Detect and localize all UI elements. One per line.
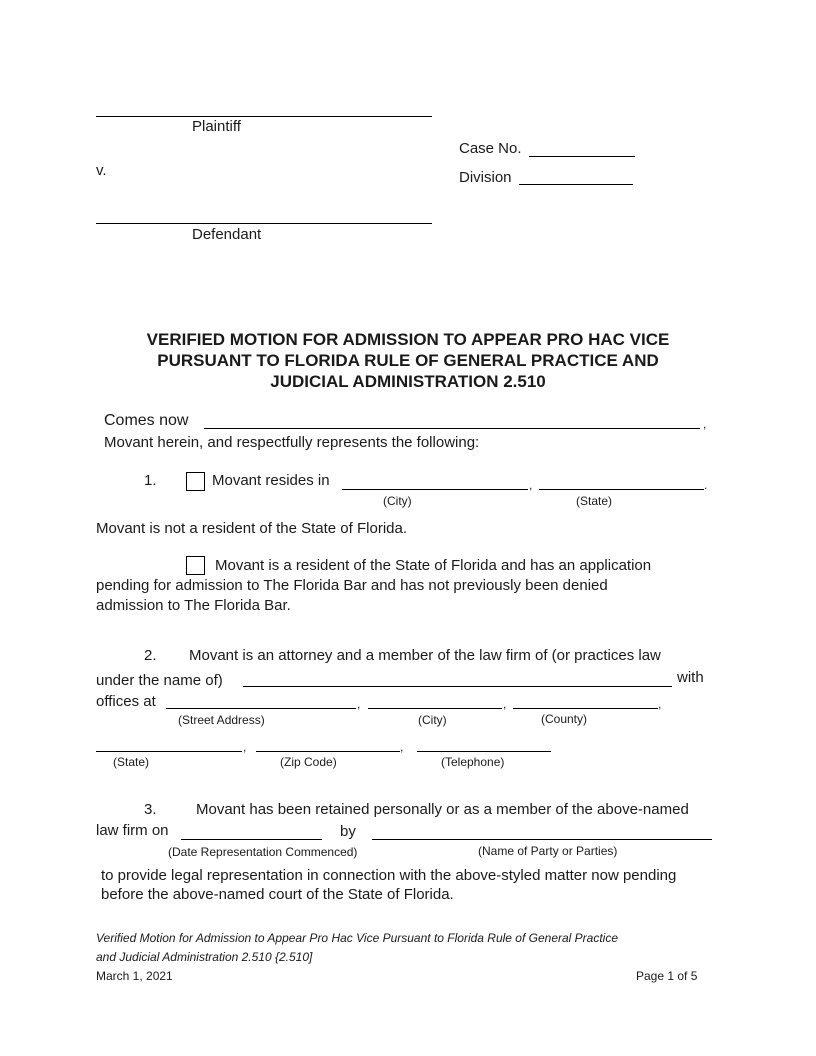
case-no-label: Case No. <box>459 140 522 157</box>
office-comma-5: , <box>400 740 404 754</box>
non-resident-checkbox[interactable] <box>186 472 205 491</box>
office-state-caption: (State) <box>113 755 150 769</box>
residence-period: . <box>704 478 708 492</box>
office-street-field[interactable] <box>166 708 356 709</box>
office-city-field[interactable] <box>368 708 502 709</box>
item-3-text-line-3: to provide legal representation in connection with the above-styled matter now pending <box>101 867 677 884</box>
division-label: Division <box>459 169 512 186</box>
office-comma-2: , <box>503 697 507 711</box>
item-3-number: 3. <box>144 801 157 818</box>
zip-code-caption: (Zip Code) <box>280 755 337 769</box>
office-telephone-field[interactable] <box>417 751 551 752</box>
item-3-text-line-1: Movant has been retained personally or as a member of the above-named <box>196 801 689 818</box>
intro-comma: , <box>703 417 707 431</box>
office-comma-4: , <box>243 740 247 754</box>
law-firm-on-label: law firm on <box>96 822 169 839</box>
movant-herein-text: Movant herein, and respectfully represents the following: <box>104 434 480 451</box>
document-title-line-1: VERIFIED MOTION FOR ADMISSION TO APPEAR PRO HAC VICE <box>146 330 670 349</box>
county-caption: (County) <box>541 712 588 726</box>
with-label: with <box>677 669 704 686</box>
document-title-line-2: PURSUANT TO FLORIDA RULE OF GENERAL PRACTICE AND <box>157 351 659 370</box>
street-address-caption: (Street Address) <box>178 713 265 727</box>
telephone-caption: (Telephone) <box>441 755 505 769</box>
office-comma-3: , <box>658 697 662 711</box>
item-2-number: 2. <box>144 647 157 664</box>
date-commenced-caption: (Date Representation Commenced) <box>168 845 358 859</box>
residence-comma: , <box>529 478 533 492</box>
footer-date: March 1, 2021 <box>96 969 173 983</box>
state-caption: (State) <box>576 494 613 508</box>
case-no-field[interactable] <box>529 156 635 157</box>
document-title-line-3: JUDICIAL ADMINISTRATION 2.510 <box>270 372 546 391</box>
by-label: by <box>340 823 356 840</box>
resident-text-line-3: admission to The Florida Bar. <box>96 597 291 614</box>
footer-form-title-line-2: and Judicial Administration 2.510 {2.510] <box>96 950 313 964</box>
party-name-field[interactable] <box>372 839 712 840</box>
footer-page-number: Page 1 of 5 <box>636 969 698 983</box>
item-3-text-line-4: before the above-named court of the State of Florida. <box>101 886 454 903</box>
representation-date-field[interactable] <box>181 839 322 840</box>
plaintiff-name-line[interactable] <box>96 116 432 117</box>
defendant-label: Defendant <box>192 226 262 243</box>
office-state-field[interactable] <box>96 751 242 752</box>
plaintiff-label: Plaintiff <box>192 118 241 135</box>
office-comma-1: , <box>357 697 361 711</box>
item-1-number: 1. <box>144 472 157 489</box>
florida-resident-checkbox[interactable] <box>186 556 205 575</box>
comes-now-label: Comes now <box>104 412 189 429</box>
law-firm-name-field[interactable] <box>243 686 672 687</box>
movant-name-field[interactable] <box>204 428 700 429</box>
office-zip-field[interactable] <box>256 751 400 752</box>
not-resident-text: Movant is not a resident of the State of Florida. <box>96 520 408 537</box>
party-name-caption: (Name of Party or Parties) <box>478 844 618 858</box>
resident-text-line-1: Movant is a resident of the State of Florida and has an application <box>215 557 652 574</box>
defendant-name-line[interactable] <box>96 223 432 224</box>
resides-in-label: Movant resides in <box>212 472 330 489</box>
versus-label: v. <box>96 162 107 179</box>
under-the-name-label: under the name of) <box>96 672 223 689</box>
division-field[interactable] <box>519 184 633 185</box>
resident-text-line-2: pending for admission to The Florida Bar and has not previously been denied <box>96 577 608 594</box>
office-county-field[interactable] <box>513 708 658 709</box>
offices-at-label: offices at <box>96 693 156 710</box>
residence-city-field[interactable] <box>342 489 528 490</box>
office-city-caption: (City) <box>418 713 447 727</box>
residence-state-field[interactable] <box>539 489 704 490</box>
item-2-text-line-1: Movant is an attorney and a member of the law firm of (or practices law <box>189 647 661 664</box>
city-caption: (City) <box>383 494 412 508</box>
footer-form-title-line-1: Verified Motion for Admission to Appear Pro Hac Vice Pursuant to Florida Rule of General Practice <box>96 931 619 945</box>
